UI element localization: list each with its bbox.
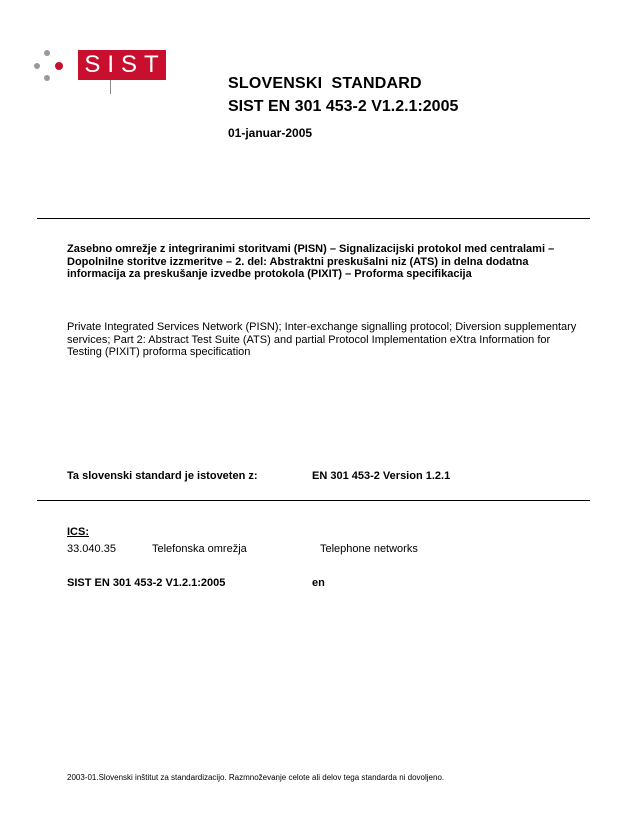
logo-dots	[34, 50, 66, 86]
document-code: SIST EN 301 453-2 V1.2.1:2005	[67, 577, 226, 589]
logo-dot-grey-bottom	[44, 75, 50, 81]
logo-dot-grey-top	[44, 50, 50, 56]
ics-code: 33.040.35	[67, 543, 116, 555]
title-english: Private Integrated Services Network (PISN); Inter-exchange signalling protocol; Diversion supplementary services; Part 2: Abstract Test Suite (ATS) and partial Protocol Implementation eXtra Information for Testing (PIXIT) proforma specification	[67, 321, 577, 358]
logo-divider	[110, 80, 111, 94]
logo-dot-red	[55, 62, 63, 70]
ics-name-english: Telephone networks	[320, 543, 418, 555]
title-slovenian: Zasebno omrežje z integriranimi storitvami (PISN) – Signalizacijski protokol med centralami – Dopolnilne storitve izzmeritve – 2. del: Abstraktni preskušalni niz (ATS) in delna dodatna informacija za preskušanje izvedbe protokola (PIXIT) – Proforma specifikacija	[67, 243, 555, 280]
identity-label: Ta slovenski standard je istoveten z:	[67, 470, 258, 482]
identity-value: EN 301 453-2 Version 1.2.1	[312, 470, 451, 482]
ics-label: ICS:	[67, 526, 89, 538]
standard-code-heading: SIST EN 301 453-2 V1.2.1:2005	[228, 98, 459, 115]
standard-date: 01-januar-2005	[228, 126, 313, 140]
sist-logo: SIST	[78, 50, 166, 80]
ics-name-slovenian: Telefonska omrežja	[152, 543, 247, 555]
standard-type-heading: SLOVENSKI STANDARD	[228, 75, 422, 92]
middle-divider	[37, 500, 590, 501]
logo-dot-grey-left	[34, 63, 40, 69]
copyright-footer: 2003-01.Slovenski inštitut za standardizacijo. Razmnoževanje celote ali delov tega standarda ni dovoljeno.	[67, 773, 445, 782]
document-language: en	[312, 577, 325, 589]
top-divider	[37, 218, 590, 219]
